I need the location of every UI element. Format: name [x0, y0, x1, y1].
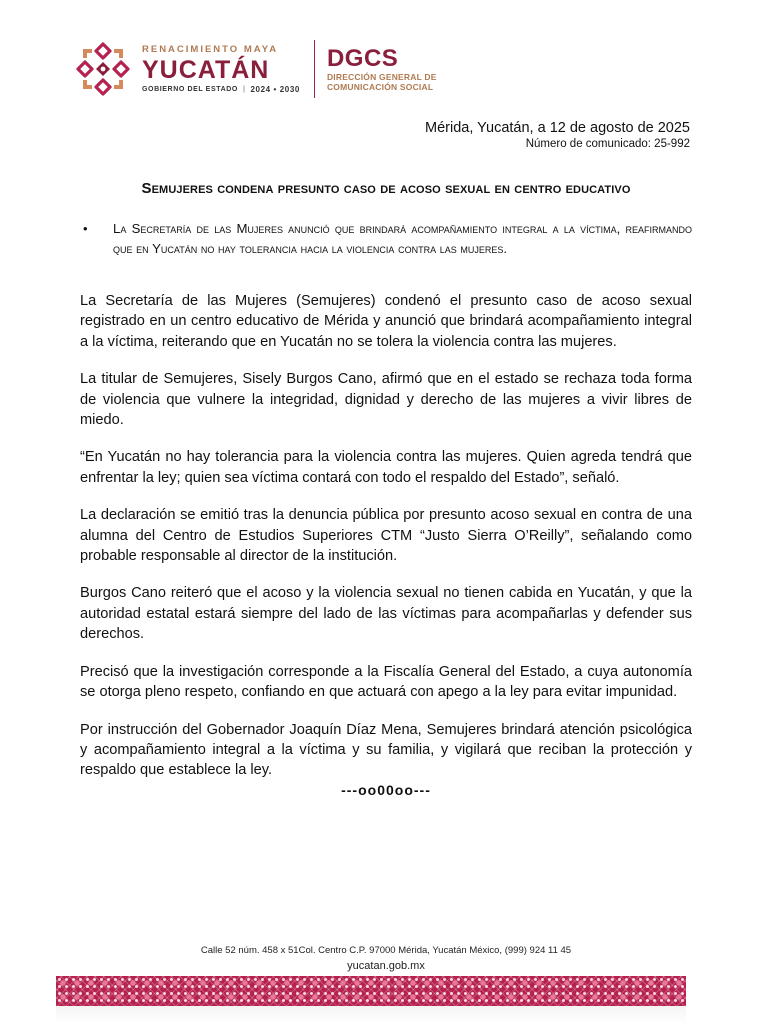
dgcs-subtitle-line2: COMUNICACIÓN SOCIAL [326, 82, 434, 92]
paragraph: La titular de Semujeres, Sisely Burgos Cano, afirmó que en el estado se rechaza toda forma de violencia que vulnere la integridad, dignidad y derecho de las mujeres a vivir libres de miedo. [80, 371, 692, 429]
state-brand [142, 44, 300, 95]
summary-bullet [80, 219, 692, 258]
dateline [425, 119, 690, 151]
paragraph: Por instrucción del Gobernador Joaquín Díaz Mena, Semujeres brindará atención psicológica y acompañamiento integral a la víctima y su familia, y vigilará que reciban la protección y respaldo que establece la ley. [80, 721, 692, 779]
paragraph: La Secretaría de las Mujeres (Semujeres) condenó el presunto caso de acoso sexual registrado en un centro educativo de Mérida y anunció que brindará acompañamiento integral a la víctima, reiterando que en Yucatán no se tolera la violencia contra las mujeres. [80, 293, 692, 350]
dgcs-subtitle-line1: DIRECCIÓN GENERAL DE [326, 71, 437, 82]
summary-bullets [80, 219, 692, 258]
release-number: Número de comunicado: 25-992 [525, 138, 690, 150]
body-text [80, 291, 692, 798]
brand-gov-label: GOBIERNO DEL ESTADO [142, 85, 238, 93]
closing-mark: ---oo00oo--- [341, 782, 431, 798]
paragraph: “En Yucatán no hay tolerancia para la violencia contra las mujeres. Quien agreda tendrá que enfrentar la ley; quien sea víctima contará con todo el respaldo del Estado”, señaló. [80, 449, 692, 486]
headline: Semujeres condena presunto caso de acoso sexual en centro educativo [141, 180, 631, 197]
brand-years: 2024 • 2030 [250, 84, 300, 94]
decorative-pattern-band [56, 976, 686, 1006]
footer-website: yucatan.gob.mx [347, 960, 425, 972]
paragraph: La declaración se emitió tras la denuncia pública por presunto acoso sexual en contra de una alumna del Centro de Estudios Superiores CTM “Justo Sierra O’Reilly”, señalando como probable responsable al director de la institución. [80, 507, 692, 565]
brand-state-name: YUCATÁN [142, 55, 270, 84]
page-bottom-edge [56, 1006, 686, 1024]
footer-address: Calle 52 núm. 458 x 51Col. Centro C.P. 97000 Mérida, Yucatán México, (999) 924 11 45 [200, 945, 572, 956]
letterhead [74, 36, 437, 102]
brand-government [142, 84, 300, 95]
bullet-dot-icon: • [83, 221, 88, 236]
release-date: Mérida, Yucatán, a 12 de agosto de 2025 [425, 120, 690, 136]
summary-bullet-text: La Secretaría de las Mujeres anunció que brindará acompañamiento integral a la víctima, reafirmando que en Yucatán no hay tolerancia hacia la violencia contra las mujeres. [113, 221, 692, 256]
brand-separator: | [242, 85, 246, 93]
dgcs-brand [327, 46, 437, 93]
paragraph: Burgos Cano reiteró que el acoso y la violencia sexual no tienen cabida en Yucatán, y que la autoridad estatal estará siempre del lado de las víctimas para acompañarlas y defender sus derechos. [80, 585, 692, 643]
brand-tagline: RENACIMIENTO MAYA [142, 43, 279, 55]
dgcs-title: DGCS [326, 44, 399, 72]
header-divider [314, 40, 315, 98]
maya-pattern-emblem-icon [74, 40, 132, 98]
paragraph: Precisó que la investigación corresponde a la Fiscalía General del Estado, a cuya autonomía se otorga pleno respeto, confiando en que actuará con apego a la ley para evitar impunidad. [80, 663, 692, 701]
